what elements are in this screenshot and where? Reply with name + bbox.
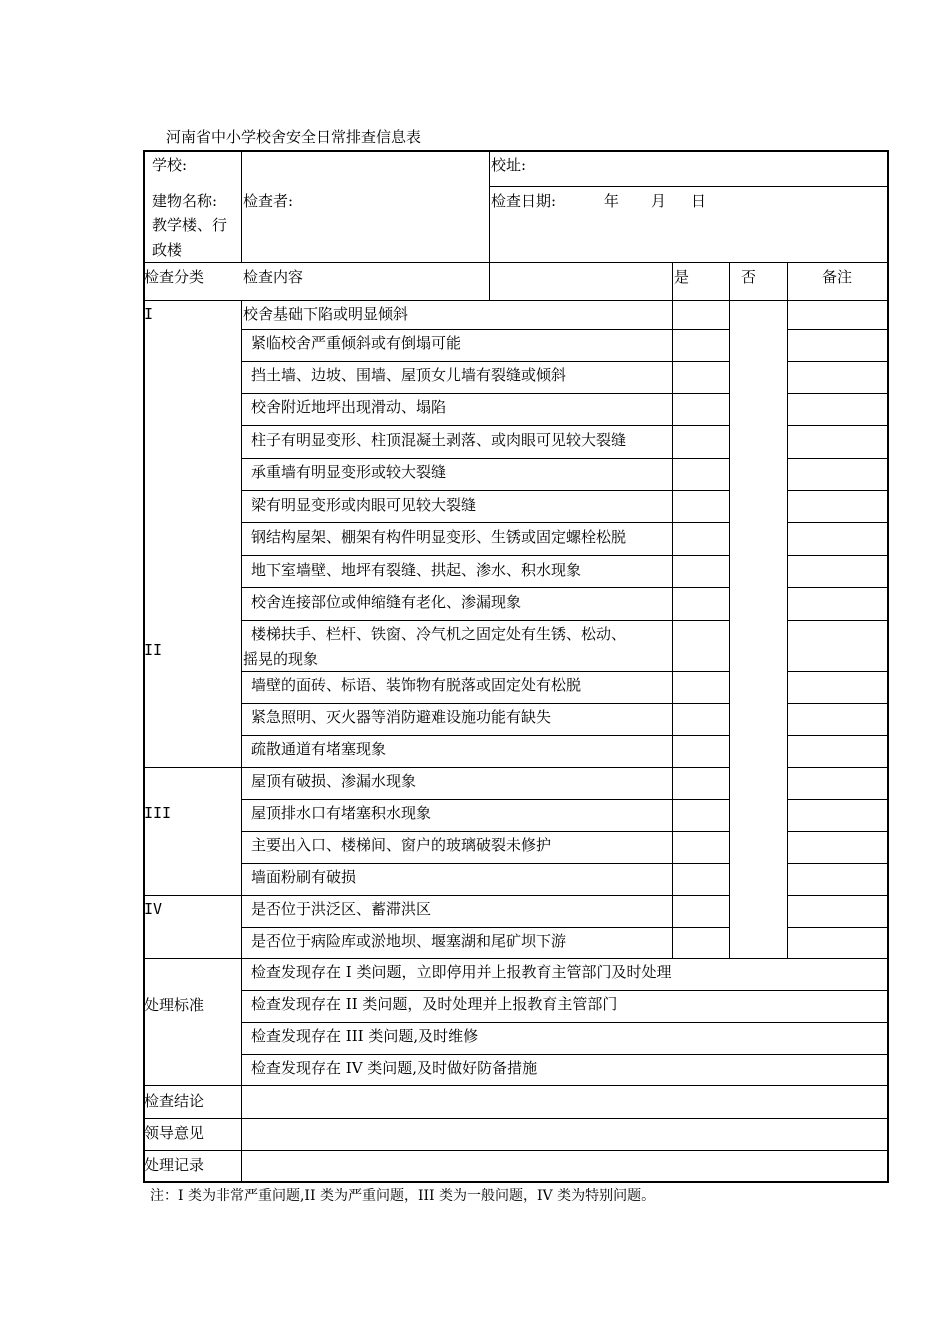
table-rule	[787, 620, 888, 621]
table-rule	[729, 262, 730, 958]
item-1: 校舍基础下陷或明显倾斜	[243, 305, 409, 323]
table-rule	[241, 522, 672, 523]
table-rule	[787, 799, 888, 800]
item-20: 是否位于病险库或淤地坝、堰塞湖和尾矿坝下游	[251, 932, 567, 950]
table-rule	[143, 1118, 888, 1119]
table-rule	[672, 767, 729, 768]
item-8: 钢结构屋架、棚架有构件明显变形、生锈或固定螺栓松脱	[251, 528, 627, 546]
col-no: 否	[741, 268, 757, 286]
date-label: 检查日期:	[491, 192, 557, 210]
table-rule	[143, 895, 241, 896]
table-rule	[241, 767, 672, 768]
table-rule	[787, 522, 888, 523]
table-rule	[241, 361, 672, 362]
table-rule	[241, 831, 672, 832]
table-rule	[672, 703, 729, 704]
item-14: 疏散通道有堵塞现象	[251, 740, 387, 758]
table-rule	[241, 1022, 888, 1023]
col-category: 检查分类	[144, 268, 205, 286]
table-rule	[143, 262, 888, 263]
building-label-line1: 建物名称:	[152, 192, 218, 210]
table-rule	[787, 262, 788, 958]
table-rule	[787, 425, 888, 426]
table-rule	[241, 300, 242, 1183]
table-rule	[241, 799, 672, 800]
table-rule	[241, 490, 672, 491]
item-6: 承重墙有明显变形或较大裂缝	[251, 463, 447, 481]
table-rule	[241, 703, 672, 704]
item-16: 屋顶排水口有堵塞积水现象	[251, 804, 432, 822]
table-rule	[241, 150, 242, 262]
category-II: II	[144, 641, 163, 659]
table-rule	[143, 1181, 888, 1183]
form-title: 河南省中小学校舍安全日常排查信息表	[166, 128, 422, 146]
table-rule	[241, 555, 672, 556]
table-rule	[672, 425, 729, 426]
table-rule	[143, 958, 888, 959]
table-rule	[241, 990, 888, 991]
table-rule	[787, 329, 888, 330]
address-label: 校址:	[491, 156, 527, 174]
item-19: 是否位于洪泛区、蓄滞洪区	[251, 900, 432, 918]
conclusion-label: 检查结论	[144, 1092, 205, 1110]
item-11-line2: 摇晃的现象	[243, 650, 319, 668]
category-I: I	[144, 305, 154, 323]
table-rule	[787, 767, 888, 768]
table-rule	[672, 620, 729, 621]
col-yes: 是	[674, 268, 690, 286]
table-rule	[787, 490, 888, 491]
table-rule	[672, 262, 673, 958]
standard-label: 处理标准	[144, 996, 205, 1014]
footnote: 注：I 类为非常严重问题,II 类为严重问题，III 类为一般问题，IV 类为特别问题。	[150, 1188, 656, 1204]
table-rule	[241, 329, 672, 330]
table-rule	[241, 1054, 888, 1055]
table-rule	[672, 587, 729, 588]
col-remark: 备注	[822, 268, 853, 286]
table-rule	[672, 831, 729, 832]
item-11-line1: 楼梯扶手、栏杆、铁窗、冷气机之固定处有生锈、松动、	[251, 625, 627, 643]
table-rule	[241, 927, 672, 928]
table-rule	[787, 735, 888, 736]
table-rule	[672, 458, 729, 459]
table-rule	[787, 831, 888, 832]
item-12: 墙壁的面砖、标语、装饰物有脱落或固定处有松脱	[251, 676, 582, 694]
item-5: 柱子有明显变形、柱顶混凝土剥落、或肉眼可见较大裂缝	[251, 431, 627, 449]
category-III: III	[144, 804, 172, 822]
table-rule	[241, 587, 672, 588]
table-rule	[672, 863, 729, 864]
date-month: 月	[651, 192, 667, 210]
inspector-label: 检查者:	[243, 192, 294, 210]
table-rule	[787, 393, 888, 394]
item-13: 紧急照明、灭火器等消防避难设施功能有缺失	[251, 708, 552, 726]
category-IV: IV	[144, 900, 163, 918]
table-rule	[241, 735, 672, 736]
item-17: 主要出入口、楼梯间、窗户的玻璃破裂未修护	[251, 836, 552, 854]
table-rule	[143, 767, 241, 768]
table-rule	[489, 186, 888, 187]
item-3: 挡土墙、边坡、围墙、屋顶女儿墙有裂缝或倾斜	[251, 366, 567, 384]
table-rule	[787, 458, 888, 459]
table-rule	[787, 895, 888, 896]
date-day: 日	[691, 192, 707, 210]
standard-line-4: 检查发现存在 IV 类问题,及时做好防备措施	[251, 1059, 538, 1077]
item-15: 屋顶有破损、渗漏水现象	[251, 772, 417, 790]
table-rule	[241, 393, 672, 394]
table-rule	[672, 927, 729, 928]
table-rule	[241, 620, 672, 621]
table-rule	[672, 671, 729, 672]
building-label-line3: 政楼	[152, 241, 183, 259]
table-rule	[672, 522, 729, 523]
col-content: 检查内容	[243, 268, 304, 286]
table-rule	[887, 150, 889, 1183]
table-rule	[672, 393, 729, 394]
table-rule	[672, 895, 729, 896]
table-rule	[787, 555, 888, 556]
table-rule	[241, 458, 672, 459]
item-4: 校舍附近地坪出现滑动、塌陷	[251, 398, 447, 416]
item-9: 地下室墙壁、地坪有裂缝、拱起、渗水、积水现象	[251, 561, 582, 579]
table-rule	[787, 927, 888, 928]
leader-label: 领导意见	[144, 1124, 205, 1142]
table-rule	[241, 671, 672, 672]
date-year: 年	[604, 192, 620, 210]
item-18: 墙面粉刷有破损	[251, 868, 357, 886]
table-rule	[143, 1085, 888, 1086]
table-rule	[143, 150, 888, 152]
item-10: 校舍连接部位或伸缩缝有老化、渗漏现象	[251, 593, 522, 611]
table-rule	[672, 555, 729, 556]
table-rule	[787, 587, 888, 588]
table-rule	[241, 895, 672, 896]
standard-line-3: 检查发现存在 III 类问题,及时维修	[251, 1027, 479, 1045]
school-label: 学校:	[152, 156, 188, 174]
table-rule	[143, 300, 888, 301]
item-7: 梁有明显变形或肉眼可见较大裂缝	[251, 496, 477, 514]
table-rule	[241, 863, 672, 864]
table-rule	[787, 671, 888, 672]
table-rule	[672, 490, 729, 491]
building-label-line2: 教学楼、行	[152, 216, 228, 234]
item-2: 紧临校舍严重倾斜或有倒塌可能	[251, 334, 462, 352]
table-rule	[143, 1150, 888, 1151]
table-rule	[241, 425, 672, 426]
table-rule	[787, 863, 888, 864]
table-rule	[787, 361, 888, 362]
table-rule	[672, 799, 729, 800]
table-rule	[672, 361, 729, 362]
table-rule	[672, 735, 729, 736]
record-label: 处理记录	[144, 1156, 205, 1174]
table-rule	[787, 703, 888, 704]
standard-line-1: 检查发现存在 I 类问题，立即停用并上报教育主管部门及时处理	[251, 963, 672, 981]
table-rule	[489, 150, 490, 300]
table-rule	[672, 329, 729, 330]
standard-line-2: 检查发现存在 II 类问题，及时处理并上报教育主管部门	[251, 995, 618, 1013]
